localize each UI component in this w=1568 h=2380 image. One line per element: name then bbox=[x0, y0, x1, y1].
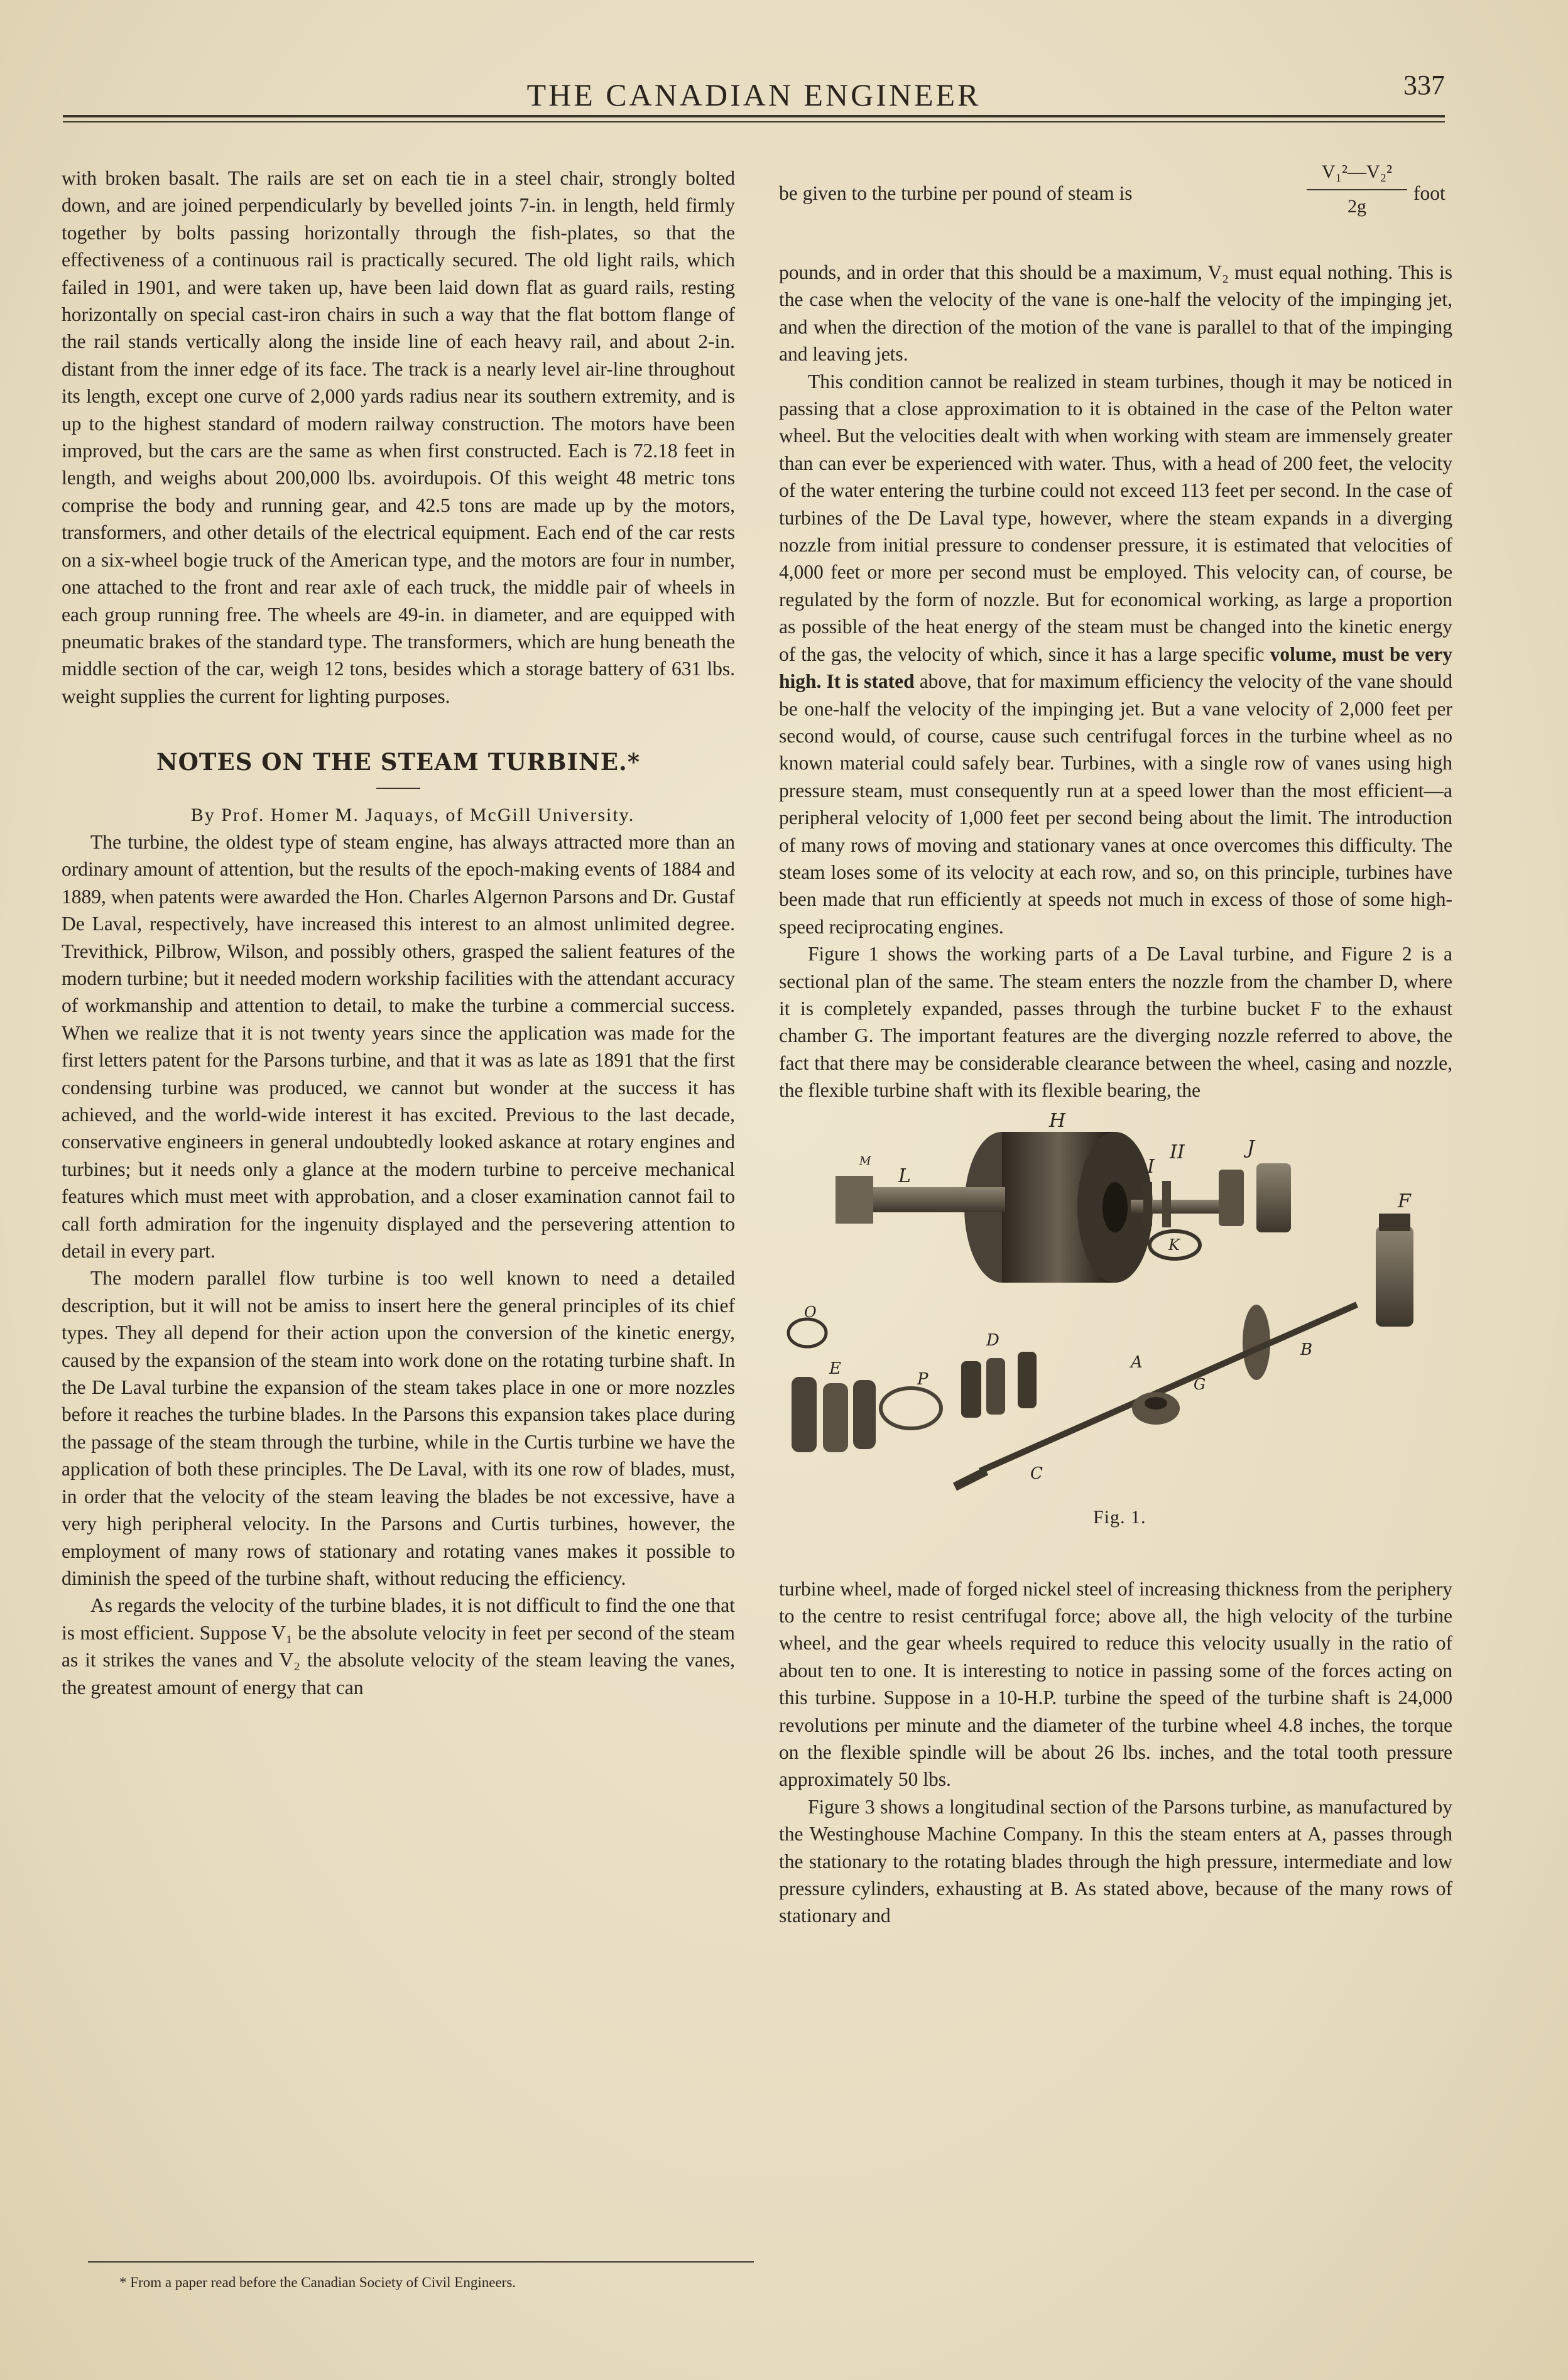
paragraph: The modern parallel flow turbine is too well known to need a detailed description, but it will not be amiss to insert here the general principles of its chief types. They all depend for their action upon the conversion of the kinetic energy, caused by the expansion of the steam into work done on the rotating turbine shaft. In the De Laval turbine the expansion of the steam takes place in one or more nozzles before it reaches the turbine blades. In the Parsons this expansion takes place during the passage of the steam through the turbine, while in the Curtis turbine we have the application of both these principles. The De Laval, with its one row of blades, must, in order that the velocity of the steam leaving the blades be not excessive, have a very high peripheral velocity. In the Parsons and Curtis turbines, however, the employment of many rows of stationary and rotating vanes makes it possible to diminish the speed of the turbine shaft, without reducing the efficiency. bbox=[62, 1267, 735, 1589]
figure-label: E bbox=[829, 1359, 841, 1378]
formula-unit: foot bbox=[1413, 182, 1446, 204]
figure-label: G bbox=[1194, 1375, 1206, 1393]
header-rule-thin bbox=[63, 121, 1445, 122]
footnote-rule bbox=[88, 2261, 754, 2263]
figure-label: M bbox=[859, 1154, 871, 1168]
de-laval-turbine-parts-engraving bbox=[779, 1113, 1452, 1528]
formula-lead-text: be given to the turbine per pound of steam is bbox=[779, 182, 1133, 204]
figure-label: K bbox=[1168, 1236, 1180, 1254]
formula-denominator: 2g bbox=[1348, 196, 1366, 217]
paragraph-text: This condition cannot be realized in steam turbines, though it may be noticed in passing that a close approximation to it is obtained in the case of the Pelton water wheel. But the velocities dealt with when working with steam are immensely greater than can ever be experienced with water. Thus, with a head of 200 feet, the velocity of the water entering the turbine could not exceed 113 feet per second. In the case of turbines of the De Laval type, however, where the steam expands in a diverging nozzle from initial pressure to condenser pressure, it is estimated that velocities of 4,000 feet or more per second must be employed. This velocity can, of course, be regulated by the form of nozzle. But for economical working, as large a proportion as possible of the heat energy of the steam must be changed into the kinetic energy of the gas, the velocity of which, since it has a large specific bbox=[779, 370, 1452, 665]
figure-1 bbox=[779, 1113, 1452, 1565]
paragraph: Figure 1 shows the working parts of a De Laval turbine, and Figure 2 is a sectional plan of the same. The steam enters the nozzle from the chamber D, where it is completely expanded, passes through the turbine bucket F to the exhaust chamber G. The important features are the diverging nozzle referred to above, the fact that there may be considerable clearance between the wheel, casing and nozzle, the flexible turbine shaft with its flexible bearing, the bbox=[779, 943, 1452, 1102]
figure-label: B bbox=[1300, 1340, 1313, 1359]
figure-label: J bbox=[1247, 1136, 1255, 1159]
figure-label: I bbox=[1147, 1155, 1155, 1178]
paragraph bbox=[779, 368, 1452, 941]
title-rule bbox=[376, 788, 420, 789]
paragraph-text-continued: above, that for maximum efficiency the velocity of the vane should be one-half the velocity of the impinging jet. But a vane velocity of 2,000 feet per second would, of course, cause such centrifugal forces in the turbine wheel as no known material could safely bear. Turbines, with a single row of vanes using high pressure steam, must consequently run at a speed lower than the most efficient—a peripheral velocity of 1,000 feet per second being about the limit. The introduction of many rows of moving and stationary vanes at once overcomes this difficulty. The steam loses some of its velocity at each row, and so, on this principle, turbines have been made that run efficiently at speeds not much in excess of those of some high-speed reciprocating engines. bbox=[779, 670, 1452, 938]
paragraph: Figure 3 shows a longitudinal section of the Parsons turbine, as manufactured by the Westinghouse Machine Company. In this the steam enters at A, passes through the stationary to the rotating blades through the high pressure, intermediate and low pressure cylinders, exhausting at B. As stated above, because of the many rows of stationary and bbox=[779, 1795, 1452, 1927]
footnote: * From a paper read before the Canadian Society of Civil Engineers. bbox=[119, 2274, 516, 2290]
paragraph: As regards the velocity of the turbine blades, it is not difficult to find the one that is most efficient. Suppose V₁ be the absolute velocity in feet per second of the steam as it strikes the vanes and V₂ the absolute velocity of the steam leaving the vanes, the greatest amount of energy that can bbox=[62, 1594, 735, 1698]
figure-label: P bbox=[917, 1369, 928, 1389]
paragraph: The turbine, the oldest type of steam engine, has always attracted more than an ordinary amount of attention, but the results of the epoch-making events of 1884 and 1889, when patents were awarded the Hon. Charles Algernon Parsons and Dr. Gustaf De Laval, respectively, have increased this interest to an almost unlimited degree. Trevithick, Pilbrow, Wilson, and possibly others, grasped the salient features of the modern turbine; but it needed modern workship facilities with the attendant accuracy of workmanship and attention to detail, to make the turbine a commercial success. When we realize that it is not twenty years since the application was made for the first letters patent for the Parsons turbine, and that it was as late as 1891 that the first condensing turbine was produced, we cannot but wonder at the success it has achieved, and the world-wide interest it has excited. Previous to the last decade, conservative engineers in general undoubtedly looked askance at rotary engines and turbines; but it needs only a glance at the modern turbine to perceive mechanical features which must meet with approbation, and a closer examination cannot fail to call forth admiration for the ingenuity displayed and the persevering attention to detail in every part. bbox=[62, 830, 735, 1263]
formula-fraction bbox=[1307, 158, 1407, 220]
figure-label: D bbox=[986, 1330, 999, 1350]
figure-label: A bbox=[1131, 1352, 1143, 1372]
right-column bbox=[779, 161, 1452, 1930]
formula-numerator: V₁²—V₂² bbox=[1321, 161, 1393, 182]
left-column bbox=[62, 165, 735, 1701]
header-rule bbox=[63, 115, 1445, 117]
energy-formula bbox=[779, 161, 1452, 259]
figure-label: C bbox=[1030, 1464, 1043, 1483]
page-number: 337 bbox=[1403, 70, 1445, 101]
figure-label: H bbox=[1049, 1112, 1066, 1132]
fraction-bar bbox=[1307, 189, 1407, 190]
figure-label: II bbox=[1170, 1141, 1185, 1163]
byline: By Prof. Homer M. Jaquays, of McGill University. bbox=[190, 804, 635, 825]
paragraph: turbine wheel, made of forged nickel steel of increasing thickness from the periphery to the centre to resist centrifugal force; above all, the high velocity of the turbine wheel, and the gear wheels required to reduce this velocity usually in the ratio of about ten to one. It is interesting to notice in passing some of the forces acting on this turbine. Suppose in a 10-H.P. turbine the speed of the turbine shaft is 24,000 revolutions per minute and the diameter of the turbine wheel 4.8 inches, the torque on the flexible spindle will be about 26 lbs. inches, and the total tooth pressure approximately 50 lbs. bbox=[779, 1577, 1452, 1791]
paragraph: pounds, and in order that this should be a maximum, V₂ must equal nothing. This is the case when the velocity of the vane is one-half the velocity of the impinging jet, and when the direction of the motion of the vane is parallel to that of the impinging and leaving jets. bbox=[779, 261, 1452, 366]
continued-paragraph: with broken basalt. The rails are set on each tie in a steel chair, strongly bolted down, and are joined perpendicularly by bevelled joints 7-in. in length, held firmly together by bolts passing horizontally through the fish-plates, so that the effectiveness of a continuous rail is practically secured. The old light rails, which failed in 1901, and were taken up, have been laid down flat as guard rails, resting horizontally on special cast-iron chairs in such a way that the flat bottom flange of the rail stands vertically along the inside line of each heavy rail, and about 2-in. distant from the inner edge of its face. The track is a nearly level air-line throughout its length, except one curve of 2,000 yards radius near its southern extremity, and is up to the highest standard of modern railway construction. The motors have been improved, but the cars are the same as when first constructed. Each is 72.18 feet in length, and weighs about 200,000 lbs. avoirdupois. Of this weight 48 metric tons comprise the body and running gear, and 42.5 tons are made up by the motors, transformers, and other details of the electrical equipment. Each end of the car rests on a six-wheel bogie truck of the American type, and the motors are four in number, one attached to the front and rear axle of each truck, the middle pair of wheels in each group running free. The wheels are 49-in. in diameter, and are equipped with pneumatic brakes of the standard type. The transformers, which are hung beneath the middle section of the car, weigh 12 tons, besides which a storage battery of 631 lbs. weight supplies the current for lighting purposes. bbox=[62, 167, 735, 707]
figure-label: F bbox=[1398, 1190, 1411, 1212]
figure-label: L bbox=[898, 1165, 911, 1187]
figure-label: O bbox=[804, 1303, 817, 1321]
bold-phrase: volume, must be very high. It is stated bbox=[779, 643, 1452, 693]
figure-caption: Fig. 1. bbox=[1093, 1506, 1146, 1528]
article-title: NOTES ON THE STEAM TURBINE.* bbox=[156, 748, 641, 776]
journal-title: THE CANADIAN ENGINEER bbox=[526, 77, 981, 112]
